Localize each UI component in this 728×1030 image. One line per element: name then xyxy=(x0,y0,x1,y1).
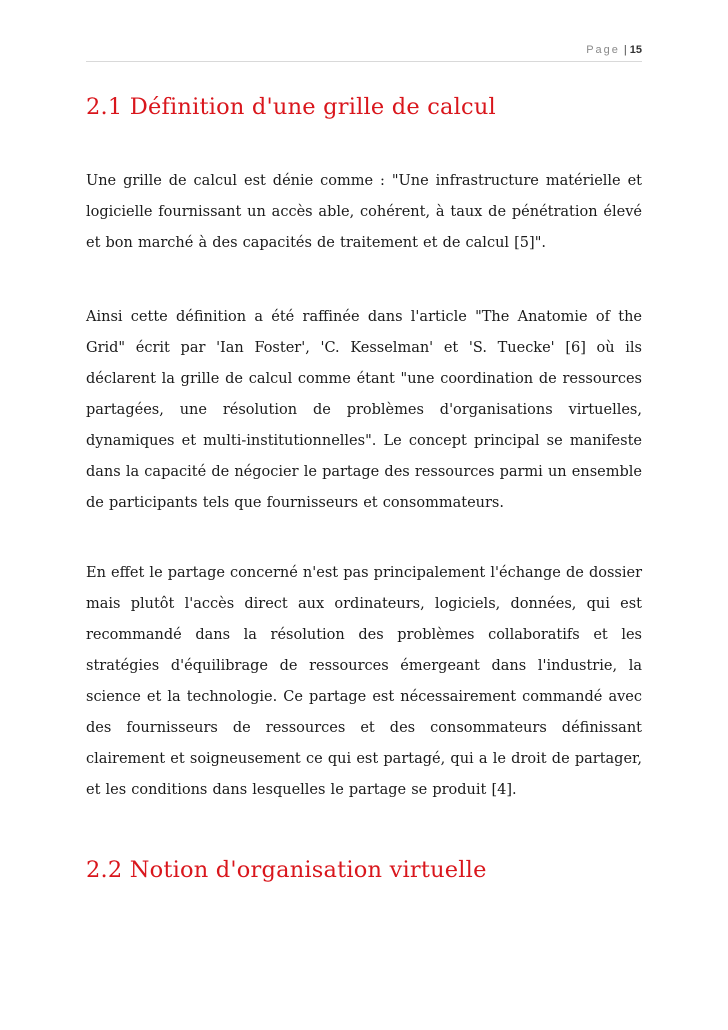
page-header xyxy=(586,44,642,56)
section-heading-2-1: 2.1 Définition d'une grille de calcul xyxy=(86,94,496,120)
paragraph-partage: En effet le partage concerné n'est pas principalement l'échange de dossier mais plutôt l'accès direct aux ordinateurs, logiciels, données, qui est recommandé dans la résolution des problèmes collaboratifs et les stratégies d'équilibrage de ressources émergeant dans l'industrie, la science et la technologie. Ce partage est nécessairement commandé avec des fournisseurs de ressources et des consommateurs définissant clairement et soigneusement ce qui est partagé, qui a le droit de partager, et les conditions dans lesquelles le partage se produit [4]. xyxy=(86,565,643,798)
page-label: Page xyxy=(586,44,620,56)
paragraph-1-wrap xyxy=(86,166,642,259)
paragraph-definition: Une grille de calcul est dénie comme : "Une infrastructure matérielle et logicielle fournissant un accès able, cohérent, à taux de pénétration élevé et bon marché à des capacités de traitement et de calcul [5]". xyxy=(86,173,642,251)
page-number: 15 xyxy=(629,44,642,56)
section-2-2-heading-wrap xyxy=(86,857,642,883)
paragraph-3-wrap xyxy=(86,558,642,806)
section-heading-2-2: 2.2 Notion d'organisation virtuelle xyxy=(86,857,487,883)
section-2-1-heading-wrap xyxy=(86,94,642,120)
paragraph-anatomie: Ainsi cette définition a été raffinée dans l'article "The Anatomie of the Grid" écrit par 'Ian Foster', 'C. Kesselman' et 'S. Tuecke' [6] où ils déclarent la grille de calcul comme étant "une coordination de ressources partagées, une résolution de problèmes d'organisations virtuelles, dynamiques et multi-institutionnelles". Le concept principal se manifeste dans la capacité de négocier le partage des ressources parmi un ensemble de participants tels que fournisseurs et consommateurs. xyxy=(86,309,642,511)
page-separator: | xyxy=(623,44,627,56)
paragraph-2-wrap xyxy=(86,302,642,519)
header-divider xyxy=(86,61,642,62)
